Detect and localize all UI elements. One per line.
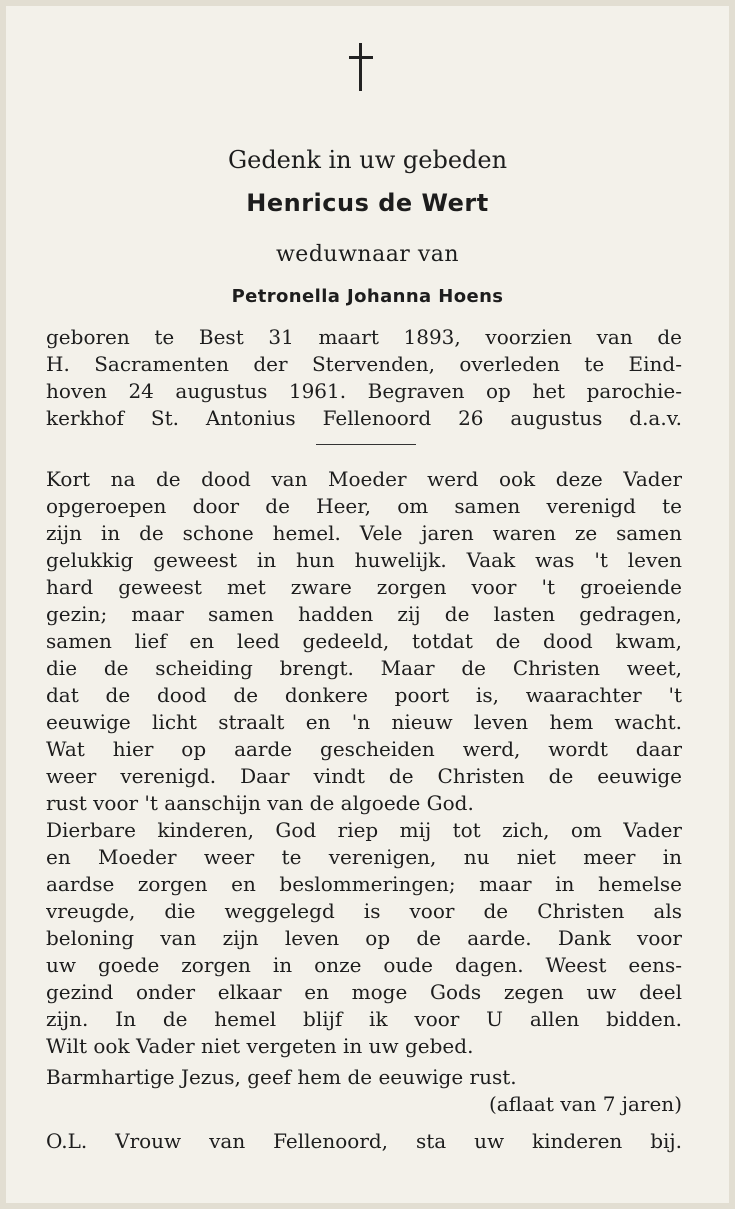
biography-line: geboren te Best 31 maart 1893, voorzien van de — [46, 325, 682, 349]
text-line: en Moeder weer te verenigen, nu niet meer in — [46, 845, 682, 869]
text-line: hard geweest met zware zorgen voor 't groeiende — [46, 575, 682, 599]
cross-icon — [349, 43, 373, 91]
biography-line: hoven 24 augustus 1961. Begraven op het parochie- — [46, 379, 682, 403]
text-line: Wilt ook Vader niet vergeten in uw gebed. — [46, 1034, 474, 1058]
text-line: vreugde, die weggelegd is voor de Christen als — [46, 899, 682, 923]
closing — [46, 1064, 682, 1155]
text-line: aardse zorgen en beslommeringen; maar in hemelse — [46, 872, 682, 896]
text-line: beloning van zijn leven op de aarde. Dank voor — [46, 926, 682, 950]
deceased-name: Henricus de Wert — [246, 189, 489, 217]
text-line: weer verenigd. Daar vindt de Christen de eeuwige — [46, 764, 682, 788]
remember-heading: Gedenk in uw gebeden — [227, 146, 508, 174]
memorial-text — [46, 466, 682, 1060]
relation-text: weduwnaar van — [275, 242, 460, 267]
text-line: gezin; maar samen hadden zij de lasten gedragen, — [46, 602, 682, 626]
biography-line: kerkhof St. Antonius Fellenoord 26 augustus d.a.v. — [46, 406, 682, 430]
text-line: die de scheiding brengt. Maar de Christen weet, — [46, 656, 682, 680]
text-line: dat de dood de donkere poort is, waarachter 't — [46, 683, 682, 707]
indulgence-text: (aflaat van 7 jaren) — [488, 1092, 682, 1116]
text-line: opgeroepen door de Heer, om samen verenigd te — [46, 494, 682, 518]
text-line: gezind onder elkaar en moge Gods zegen uw deel — [46, 980, 682, 1004]
text-line: rust voor 't aanschijn van de algoede God. — [46, 791, 474, 815]
text-line: Dierbare kinderen, God riep mij tot zich, om Vader — [46, 818, 682, 842]
biography — [46, 324, 682, 432]
biography-line: H. Sacramenten der Stervenden, overleden te Eind- — [46, 352, 682, 376]
text-line: uw goede zorgen in onze oude dagen. Weest eens- — [46, 953, 682, 977]
text-line: Kort na de dood van Moeder werd ook deze Vader — [46, 467, 682, 491]
text-line: samen lief en leed gedeeld, totdat de dood kwam, — [46, 629, 682, 653]
text-line: eeuwige licht straalt en 'n nieuw leven hem wacht. — [46, 710, 682, 734]
prayer-text: Barmhartige Jezus, geef hem de eeuwige rust. — [46, 1065, 517, 1089]
divider — [316, 444, 416, 445]
text-line: zijn in de schone hemel. Vele jaren waren ze samen — [46, 521, 682, 545]
text-line: zijn. In de hemel blijf ik voor U allen bidden. — [46, 1007, 682, 1031]
spouse-name: Petronella Johanna Hoens — [231, 286, 504, 307]
invocation-text: O.L. Vrouw van Fellenoord, sta uw kinderen bij. — [46, 1129, 682, 1153]
text-line: Wat hier op aarde gescheiden werd, wordt daar — [46, 737, 682, 761]
text-line: gelukkig geweest in hun huwelijk. Vaak was 't leven — [46, 548, 682, 572]
